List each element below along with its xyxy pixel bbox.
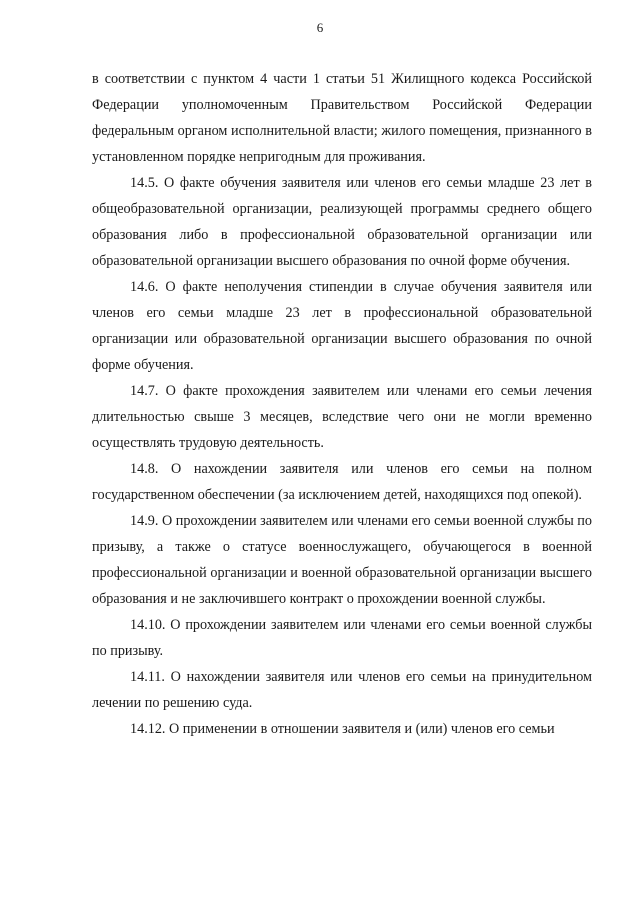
paragraph-14-11: 14.11. О нахождении заявителя или членов его семьи на принудительном лечении по решению суда. [92, 669, 592, 711]
paragraph-14-8: 14.8. О нахождении заявителя или членов его семьи на полном государственном обеспечении (за исключением детей, находящихся под опекой). [92, 461, 592, 503]
paragraph-continuation: в соответствии с пунктом 4 части 1 статьи 51 Жилищного кодекса Российской Федерации уполномоченным Правительством Российской Федерации федеральным органом исполнительной власти; жилого помещения, признанного в установленном порядке непригодным для проживания. [92, 71, 592, 165]
paragraph-14-12: 14.12. О применении в отношении заявителя и (или) членов его семьи [130, 721, 555, 737]
paragraph-14-9: 14.9. О прохождении заявителем или членами его семьи военной службы по призыву, а также о статусе военнослужащего, обучающегося в военной профессиональной организации и военной образовательной организации высшего образования и не заключившего контракт о прохождении военной службы. [92, 513, 592, 607]
paragraph-14-10: 14.10. О прохождении заявителем или членами его семьи военной службы по призыву. [92, 617, 592, 659]
document-body [92, 66, 592, 742]
paragraph-14-7: 14.7. О факте прохождения заявителем или членами его семьи лечения длительностью свыше 3 месяцев, вследствие чего они не могли временно осуществлять трудовую деятельность. [92, 383, 592, 451]
paragraph-14-5: 14.5. О факте обучения заявителя или членов его семьи младше 23 лет в общеобразовательной организации, реализующей программы среднего общего образования либо в профессиональной образовательной организации или образовательной организации высшего образования по очной форме обучения. [92, 175, 592, 269]
paragraph-14-6: 14.6. О факте неполучения стипендии в случае обучения заявителя или членов его семьи младше 23 лет в профессиональной образовательной организации или образовательной организации высшего образования по очной форме обучения. [92, 279, 592, 373]
page-number: 6 [316, 20, 324, 35]
